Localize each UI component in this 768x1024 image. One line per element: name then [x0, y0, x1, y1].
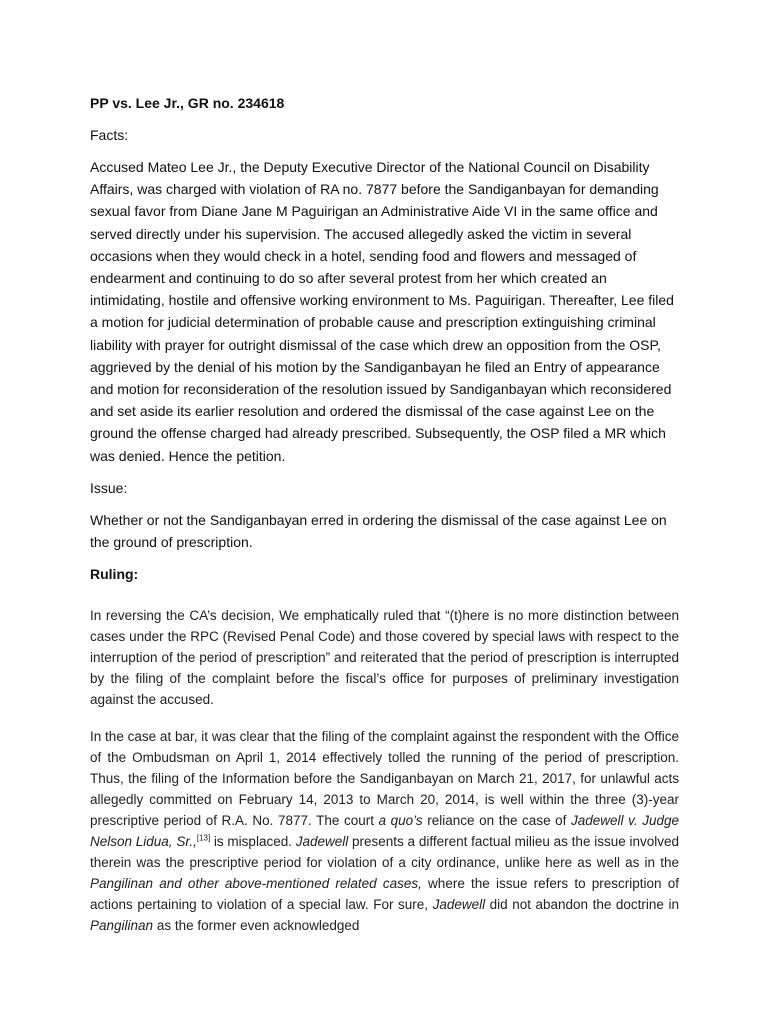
ruling-text-segment: In the case at bar, it was clear that the filing of the complaint against the respondent with the Office of the Ombudsman on April 1, 2014 effectively tolled the running of the period of prescription. Thus, the filing of the Information before the Sandiganbayan on March 21, 2017, for unlawful acts allegedly committed on February 14, 2013 to March 20, 2014, is well within the three (3)-year prescriptive period of R.A. No. 7877. The court: [90, 729, 679, 829]
facts-heading: Facts:: [90, 127, 129, 143]
case-name: Jadewell: [432, 897, 486, 913]
ruling-text-segment: did not abandon the doctrine in: [485, 897, 679, 913]
case-name: Jadewell: [295, 834, 349, 850]
case-title: PP vs. Lee Jr., GR no. 234618: [90, 95, 285, 111]
issue-paragraph: Whether or not the Sandiganbayan erred in ordering the dismissal of the case against Lee on the ground of prescription.: [90, 511, 667, 551]
ruling-text-segment: where the issue refers to prescription of actions pertaining to violation of a special law. For sure,: [90, 876, 679, 913]
ruling-text-segment: is misplaced.: [210, 834, 296, 850]
ruling-italic-segment: a quo’s: [378, 813, 423, 829]
case-name: Pangilinan: [90, 918, 154, 934]
ruling-paragraph-1: In reversing the CA’s decision, We emphatically ruled that “(t)here is no more distinction between cases under the RPC (Revised Penal Code) and those covered by special laws with respect to the interruption of the period of prescription” and reiterated that the period of prescription is interrupted by the filing of the complaint before the fiscal’s office for purposes of preliminary investigation against the accused.: [90, 608, 679, 708]
case-citation: Jadewell v. Judge Nelson Lidua, Sr.,: [90, 813, 679, 850]
facts-paragraph: Accused Mateo Lee Jr., the Deputy Executive Director of the National Council on Disability Affairs, was charged with violation of RA no. 7877 before the Sandiganbayan for demanding sexual favor from Diane Jane M Paguirigan an Administrative Aide VI in the same office and served directly under his supervision. The accused allegedly asked the victim in several occasions when they would check in a hotel, sending food and flowers and messaged of endearment and continuing to do so after several protest from her which created an intimidating, hostile and offensive working environment to Ms. Paguirigan. Thereafter, Lee filed a motion for judicial determination of probable cause and prescription extinguishing criminal liability with prayer for outright dismissal of the case which drew an opposition from the OSP, aggrieved by the denial of his motion by the Sandiganbayan he filed an Entry of appearance and motion for reconsideration of the resolution issued by Sandiganbayan which reconsidered and set aside its earlier resolution and ordered the dismissal of the case against Lee on the ground the offense charged had already prescribed. Subsequently, the OSP filed a MR which was denied. Hence the petition.: [90, 159, 674, 464]
document-body: [90, 92, 679, 952]
ruling-text-segment: presents a different factual milieu as the issue involved therein was the prescriptive period for violation of a city ordinance, unlike here as well as in the: [90, 834, 680, 871]
issue-heading: Issue:: [90, 479, 128, 496]
ruling-heading: Ruling:: [90, 566, 139, 583]
ruling-text-segment: as the former even acknowledged: [153, 918, 360, 934]
ruling-text-segment: reliance on the case of: [422, 813, 572, 829]
ruling-paragraph-2: [90, 726, 679, 936]
ruling-section: [90, 605, 679, 936]
case-name: Pangilinan and other above-mentioned related cases,: [90, 876, 422, 892]
footnote-reference: [13]: [196, 833, 211, 843]
